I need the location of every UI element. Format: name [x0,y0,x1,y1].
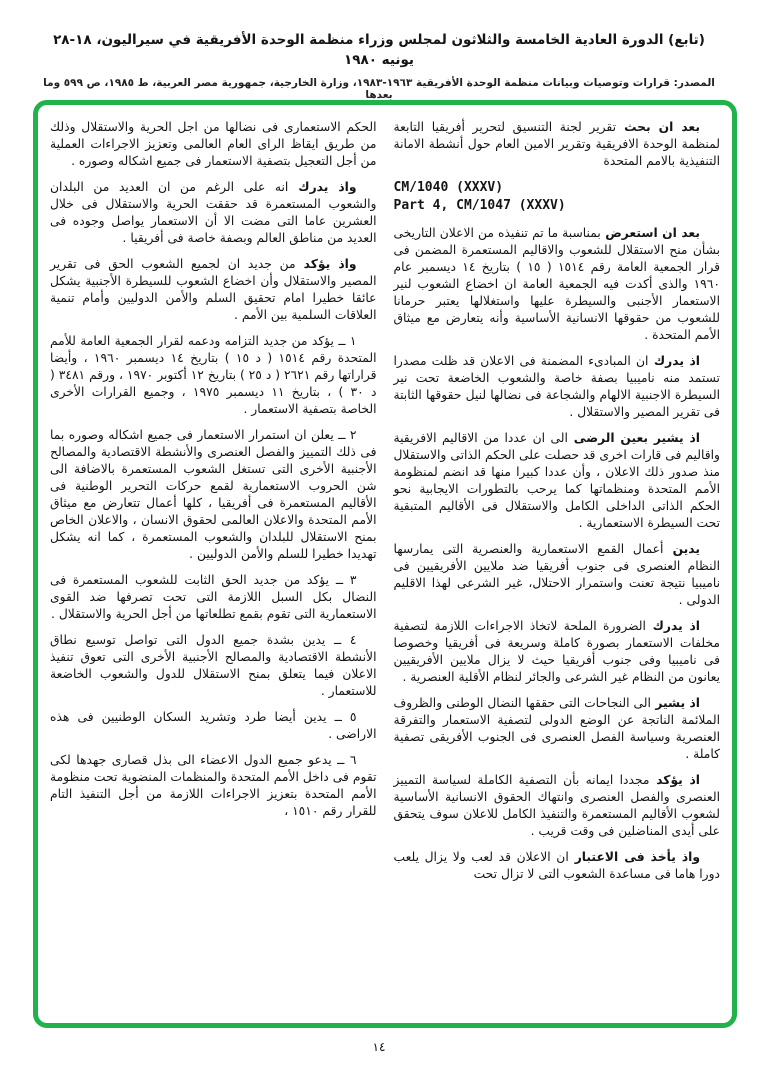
paragraph: بعد ان بحث تقرير لجنة التنسيق لتحرير أفريقيا التابعة لمنظمة الوحدة الافريقية وتقرير الامين العام حول أنشطة الامانة التنفيذية بالامم المتحدة [393,120,720,168]
paragraph-lead: اذ يدرك [648,354,700,368]
paragraph-lead: واذ يدرك [288,180,357,194]
paragraph: يدين أعمال القمع الاستعمارية والعنصرية التى يمارسها النظام العنصرى فى جنوب أفريقيا ضد ملايين الأفريقيين فى ناميبيا نتيجة تعنت واستمرار الاحتلال، غير الشرعى لهذا الاقليم الدولى . [393,542,720,607]
paragraph: ٥ ــ يدين أيضا طرد وتشريد السكان الوطنيين فى هذه الاراضى . [50,710,377,741]
paragraph-lead: اذ يدرك [645,619,700,633]
paragraph: ٤ ــ يدين بشدة جميع الدول التى تواصل توسيع نطاق الأنشطة الاقتصادية والمصالح الأجنبية الأخرى التى تعوق تنفيذ الاعلان فيما يتعلق بمنح الاستقلال للدول والشعوب الخاضعة للاستعمار . [50,633,377,698]
paragraph-lead: واذ يؤكد [295,257,357,271]
document-border-frame [33,100,737,1028]
paragraph: اذ يشير الى النجاحات التى حققها النضال الوطنى والظروف الملائمة الناتجة عن الوضع الدولى لتصفية الاستعمار والتفرقة العنصرية وسياسة الفصل العنصرى فى الجنوب الأفريقى تصفية كاملة . [393,696,720,761]
paragraph: ١ ــ يؤكد من جديد التزامه ودعمه لقرار الجمعية العامة للأمم المتحدة رقم ١٥١٤ ( د ١٥ ) بتاريخ ١٤ ديسمبر ١٩٦٠ ، وأيضا قراراتها رقم ٢٦٢١ ( د ٢٥ ) بتاريخ ١٢ أكتوبر ١٩٧٠ ، ورقم ٣٤٨١ ( د ٣٠ ) ، بتاريخ ١١ ديسمبر ١٩٧٥ ، وجميع القرارات الأخرى الخاصة بتصفية الاستعمار . [50,334,377,416]
paragraph: بعد ان استعرض بمناسبة ما تم تنفيذه من الاعلان التاريخى بشأن منح الاستقلال للشعوب والاقاليم المستعمرة المضمن فى قرار الجمعية العامة رقم ١٥١٤ ( ١٥ ) بتاريخ ١٤ ديسمبر عام ١٩٦٠ والذى أكدت فيه الجمعية العامة ان اخضاع الشعوب لنير الاستعمار الأجنبى والسيطرة عليها واستغلالها يعتبر حرمانا للشعوب من حقوقها الانسانية الأساسية وأنه يتعارض مع ميثاق الأمم المتحدة . [393,226,721,342]
paragraph: ٢ ــ يعلن ان استمرار الاستعمار فى جميع اشكاله وصوره بما فى ذلك التمييز والفصل العنصرى والأنشطة الاقتصادية والمصالح الأجنبية الأخرى التى تستغل الشعوب المستعمرة بالاضافة الى شن الحروب الاستعمارية لقمع حركات التحرير الوطنية فى الأقاليم المستعمرة فى أفريقيا ، كلها أعمال تتعارض مع ميثاق الأمم المتحدة والاعلان العالمى لحقوق الانسان ، والاعلان الخاص بمنح الاستقلال للبلدان والشعوب المستعمرة ، كما انه يشكل تهديدا خطيرا للسلم والأمن الدوليين . [50,428,377,561]
paragraph: اذ يدرك ان المبادىء المضمنة فى الاعلان قد ظلت مصدرا تستمد منه ناميبيا بصفة خاصة والشعوب الخاضعة تحت نير السيطرة الاجنبية الالهام والشجاعة فى نضالها لنيل حقوقها الثابتة فى تقرير المصير والاستقلال . [393,354,720,419]
paragraph-lead: اذ يشير بعين الرضى [567,431,700,445]
paragraph-lead: يدين [663,542,701,556]
paragraph-lead: اذ يؤكد [649,773,700,787]
paragraph-lead: اذ يشير [650,696,700,710]
page-header [0,30,758,101]
right-column [394,119,721,1013]
paragraph: اذ يؤكد مجددا ايمانه بأن التصفية الكاملة لسياسة التمييز العنصرى والفصل العنصرى وانتهاك الحقوق الانسانية الأساسية لشعوب الأقاليم المستعمرة والتنفيذ الكامل للاعلان سوف يتحقق على أيدى المناضلين فى وقت قريب . [393,773,720,838]
left-column [50,119,377,1013]
paragraph: اذ يشير بعين الرضى الى ان عددا من الاقاليم الافريقية واقاليم فى قارات اخرى قد حصلت على الحكم الذاتى والاستقلال منذ صدور ذلك الاعلان ، وأن عددا كبيرا منها قد انضم لمنظومة الأمم المتحدة ومنظماتها كما يرحب بالتطورات الايجابية نحو الحكم الذاتى الداخلى الكامل والاستقلال فى الأقاليم المتبقية تحت السيطرة الاستعمارية . [393,431,720,530]
paragraph: ٦ ــ يدعو جميع الدول الاعضاء الى بذل قصارى جهدها لكى تقوم فى داخل الأمم المتحدة والمنظمات المنضوية تحت منظومة الأمم المتحدة بتعزيز الاجراءات اللازمة من أجل التنفيذ التام للقرار رقم ١٥١٠ ، [50,753,377,818]
page-number: ١٤ [372,1040,386,1054]
paragraph: واذ يأخذ فى الاعتبار ان الاعلان قد لعب ولا يزال يلعب دورا هاما فى مساعدة الشعوب التى لا تزال تحت [393,850,720,881]
paragraph: واذ يدرك انه على الرغم من ان العديد من البلدان والشعوب المستعمرة قد حققت الحرية والاستقلال فى خلال العشرين عاما التى مضت الا أن الاستعمار يواصل وجوده فى العديد من مناطق العالم وبصفة خاصة فى أفريقيا . [50,180,377,245]
paragraph-lead: واذ يأخذ فى الاعتبار [568,850,700,864]
paragraph-lead: بعد ان استعرض [600,226,700,240]
paragraph: اذ يدرك الضرورة الملحة لاتخاذ الاجراءات اللازمة لتصفية مخلفات الاستعمار بصورة كاملة وسريعة فى أفريقيا وخصوصا فى ناميبيا وفى جنوب أفريقيا حيث لا يزال ملايين الأفريقيين يعانون من النظام غير الشرعى والجائر لنظام الأقلية العنصرية . [393,619,720,684]
paragraph: ٣ ــ يؤكد من جديد الحق الثابت للشعوب المستعمرة فى النضال بكل السبل اللازمة التى تحت تصرفها ضد القوى الاستعمارية التى تقوم بقمع تطلعاتها من أجل الحرية والاستقلال . [50,573,377,621]
paragraph: الحكم الاستعمارى فى نضالها من اجل الحرية والاستقلال وذلك من طريق ايقاظ الراى العام العالمى وتعزيز الاجراءات العملية من أجل التعجيل بتصفية الاستعمار فى جميع اشكاله وصوره . [50,120,377,168]
session-title: (تابع) الدورة العادية الخامسة والثلاثون لمجلس وزراء منظمة الوحدة الأفريقية في سيراليون، ١٨-٢٨ يونيه ١٩٨٠ [53,32,705,69]
paragraph: واذ يؤكد من جديد ان لجميع الشعوب الحق فى تقرير المصير والاستقلال وأن اخضاع الشعوب للسيطرة الأجنبية يشكل عائقا خطيرا امام تحقيق السلم والأمن الدوليين وأمام تنمية العلاقات السلمية بين الأمم . [50,257,377,322]
document-reference-codes: CM/1040 (XXXV) Part 4, CM/1047 (XXXV) [393,180,566,213]
paragraph-lead: بعد ان بحث [616,120,700,134]
text-columns [50,119,720,1013]
source-line: المصدر: قرارات وتوصيات وبيانات منظمة الوحدة الأفريقية ١٩٦٣-١٩٨٣، وزارة الخارجية، جمهورية مصر العربية، ط ١٩٨٥، ص ٥٩٩ وما بعدها [43,76,715,101]
